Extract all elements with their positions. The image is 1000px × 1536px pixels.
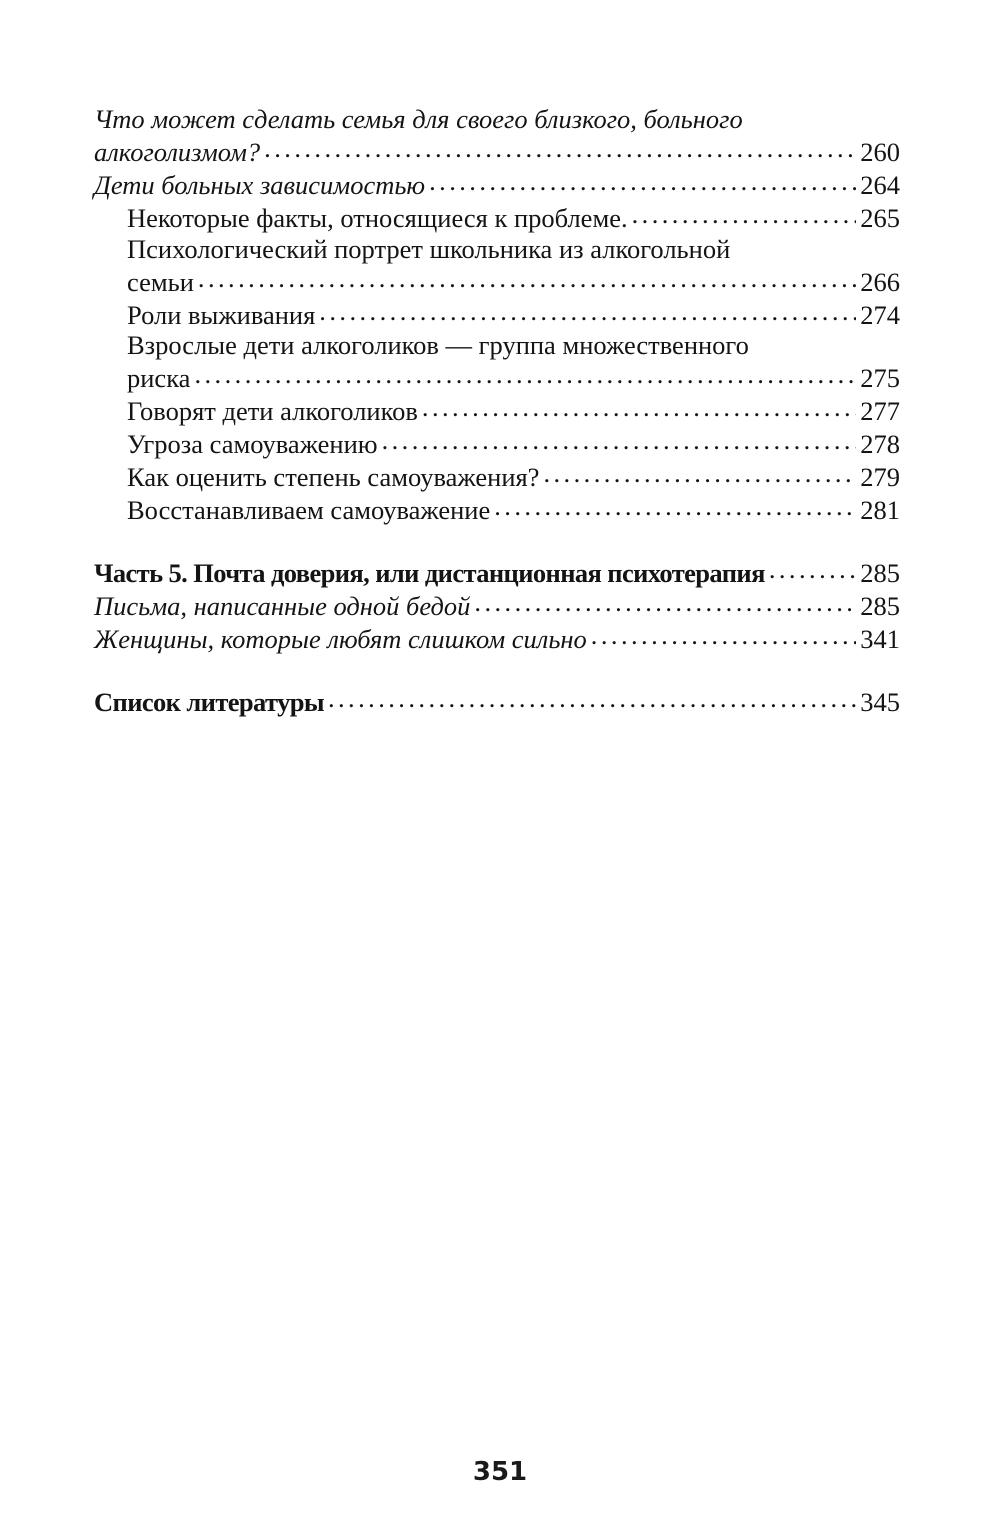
dot-leader <box>319 297 856 324</box>
toc-entry-title: Список литературы <box>94 687 324 717</box>
toc-page-number: 265 <box>860 203 900 233</box>
table-of-contents <box>94 104 900 718</box>
toc-entry <box>94 622 900 655</box>
toc-entry <box>94 589 900 622</box>
toc-page-number: 285 <box>860 591 900 621</box>
toc-entry-title: Часть 5. Почта доверия, или дистанционная психотерапия <box>94 558 765 588</box>
toc-entry-title: Женщины, которые любят слишком сильно <box>94 624 587 654</box>
toc-entry <box>94 168 900 201</box>
toc-page-number: 277 <box>860 396 900 426</box>
toc-page-number: 260 <box>860 137 900 167</box>
dot-leader <box>543 460 856 487</box>
dot-leader <box>198 264 856 291</box>
dot-leader <box>194 361 856 388</box>
dot-leader <box>632 201 857 228</box>
toc-entry-title: Письма, написанные одной бедой <box>94 591 471 621</box>
toc-entry-title: Как оценить степень самоуважения? <box>127 462 540 492</box>
toc-entry-title: риска <box>127 363 191 393</box>
dot-leader <box>382 427 857 454</box>
toc-entry <box>94 427 900 460</box>
toc-page-number: 266 <box>860 266 900 297</box>
dot-leader <box>474 589 856 616</box>
toc-entry-title-line1: Психологический портрет школьника из алкогольной <box>127 233 731 264</box>
toc-entry <box>94 201 900 234</box>
toc-entry-title: Угроза самоуважению <box>127 429 378 459</box>
toc-part-heading <box>94 556 900 589</box>
toc-page-number: 345 <box>860 687 900 717</box>
toc-entry-title: семьи <box>127 266 194 297</box>
toc-entry <box>94 234 900 298</box>
toc-page-number: 285 <box>860 558 900 588</box>
dot-leader <box>429 168 856 195</box>
toc-page-number: 279 <box>860 462 900 492</box>
toc-page-number: 278 <box>860 429 900 459</box>
toc-entry <box>94 297 900 330</box>
toc-entry-title: Роли выживания <box>127 299 316 330</box>
toc-entry-title: Восстанавливаем самоуважение <box>127 495 491 525</box>
toc-entry-title-line1: Что может сделать семья для своего близкого, больного <box>94 104 743 134</box>
toc-entry <box>94 493 900 526</box>
dot-leader <box>422 394 856 421</box>
toc-page-number: 264 <box>860 170 900 200</box>
toc-entry <box>94 394 900 427</box>
toc-entry <box>94 104 900 168</box>
toc-entry <box>94 330 900 394</box>
toc-page-number: 281 <box>860 495 900 525</box>
page-number: 351 <box>472 1457 528 1487</box>
toc-page-number: 341 <box>860 624 900 654</box>
toc-entry <box>94 460 900 493</box>
toc-bibliography <box>94 685 900 718</box>
dot-leader <box>494 493 856 520</box>
toc-entry-title: Дети больных зависимостью <box>94 170 426 200</box>
toc-entry-title-line1: Взрослые дети алкоголиков — группа множественного <box>127 330 749 360</box>
toc-page-number: 275 <box>860 363 900 393</box>
toc-page-number: 274 <box>860 299 900 330</box>
toc-entry-title: Говорят дети алкоголиков <box>127 396 418 426</box>
dot-leader <box>328 685 856 712</box>
toc-entry-title: алкоголизмом? <box>94 137 261 167</box>
dot-leader <box>591 622 856 649</box>
dot-leader <box>769 556 856 583</box>
dot-leader <box>264 135 856 162</box>
toc-entry-title: Некоторые факты, относящиеся к проблеме. <box>127 203 628 233</box>
